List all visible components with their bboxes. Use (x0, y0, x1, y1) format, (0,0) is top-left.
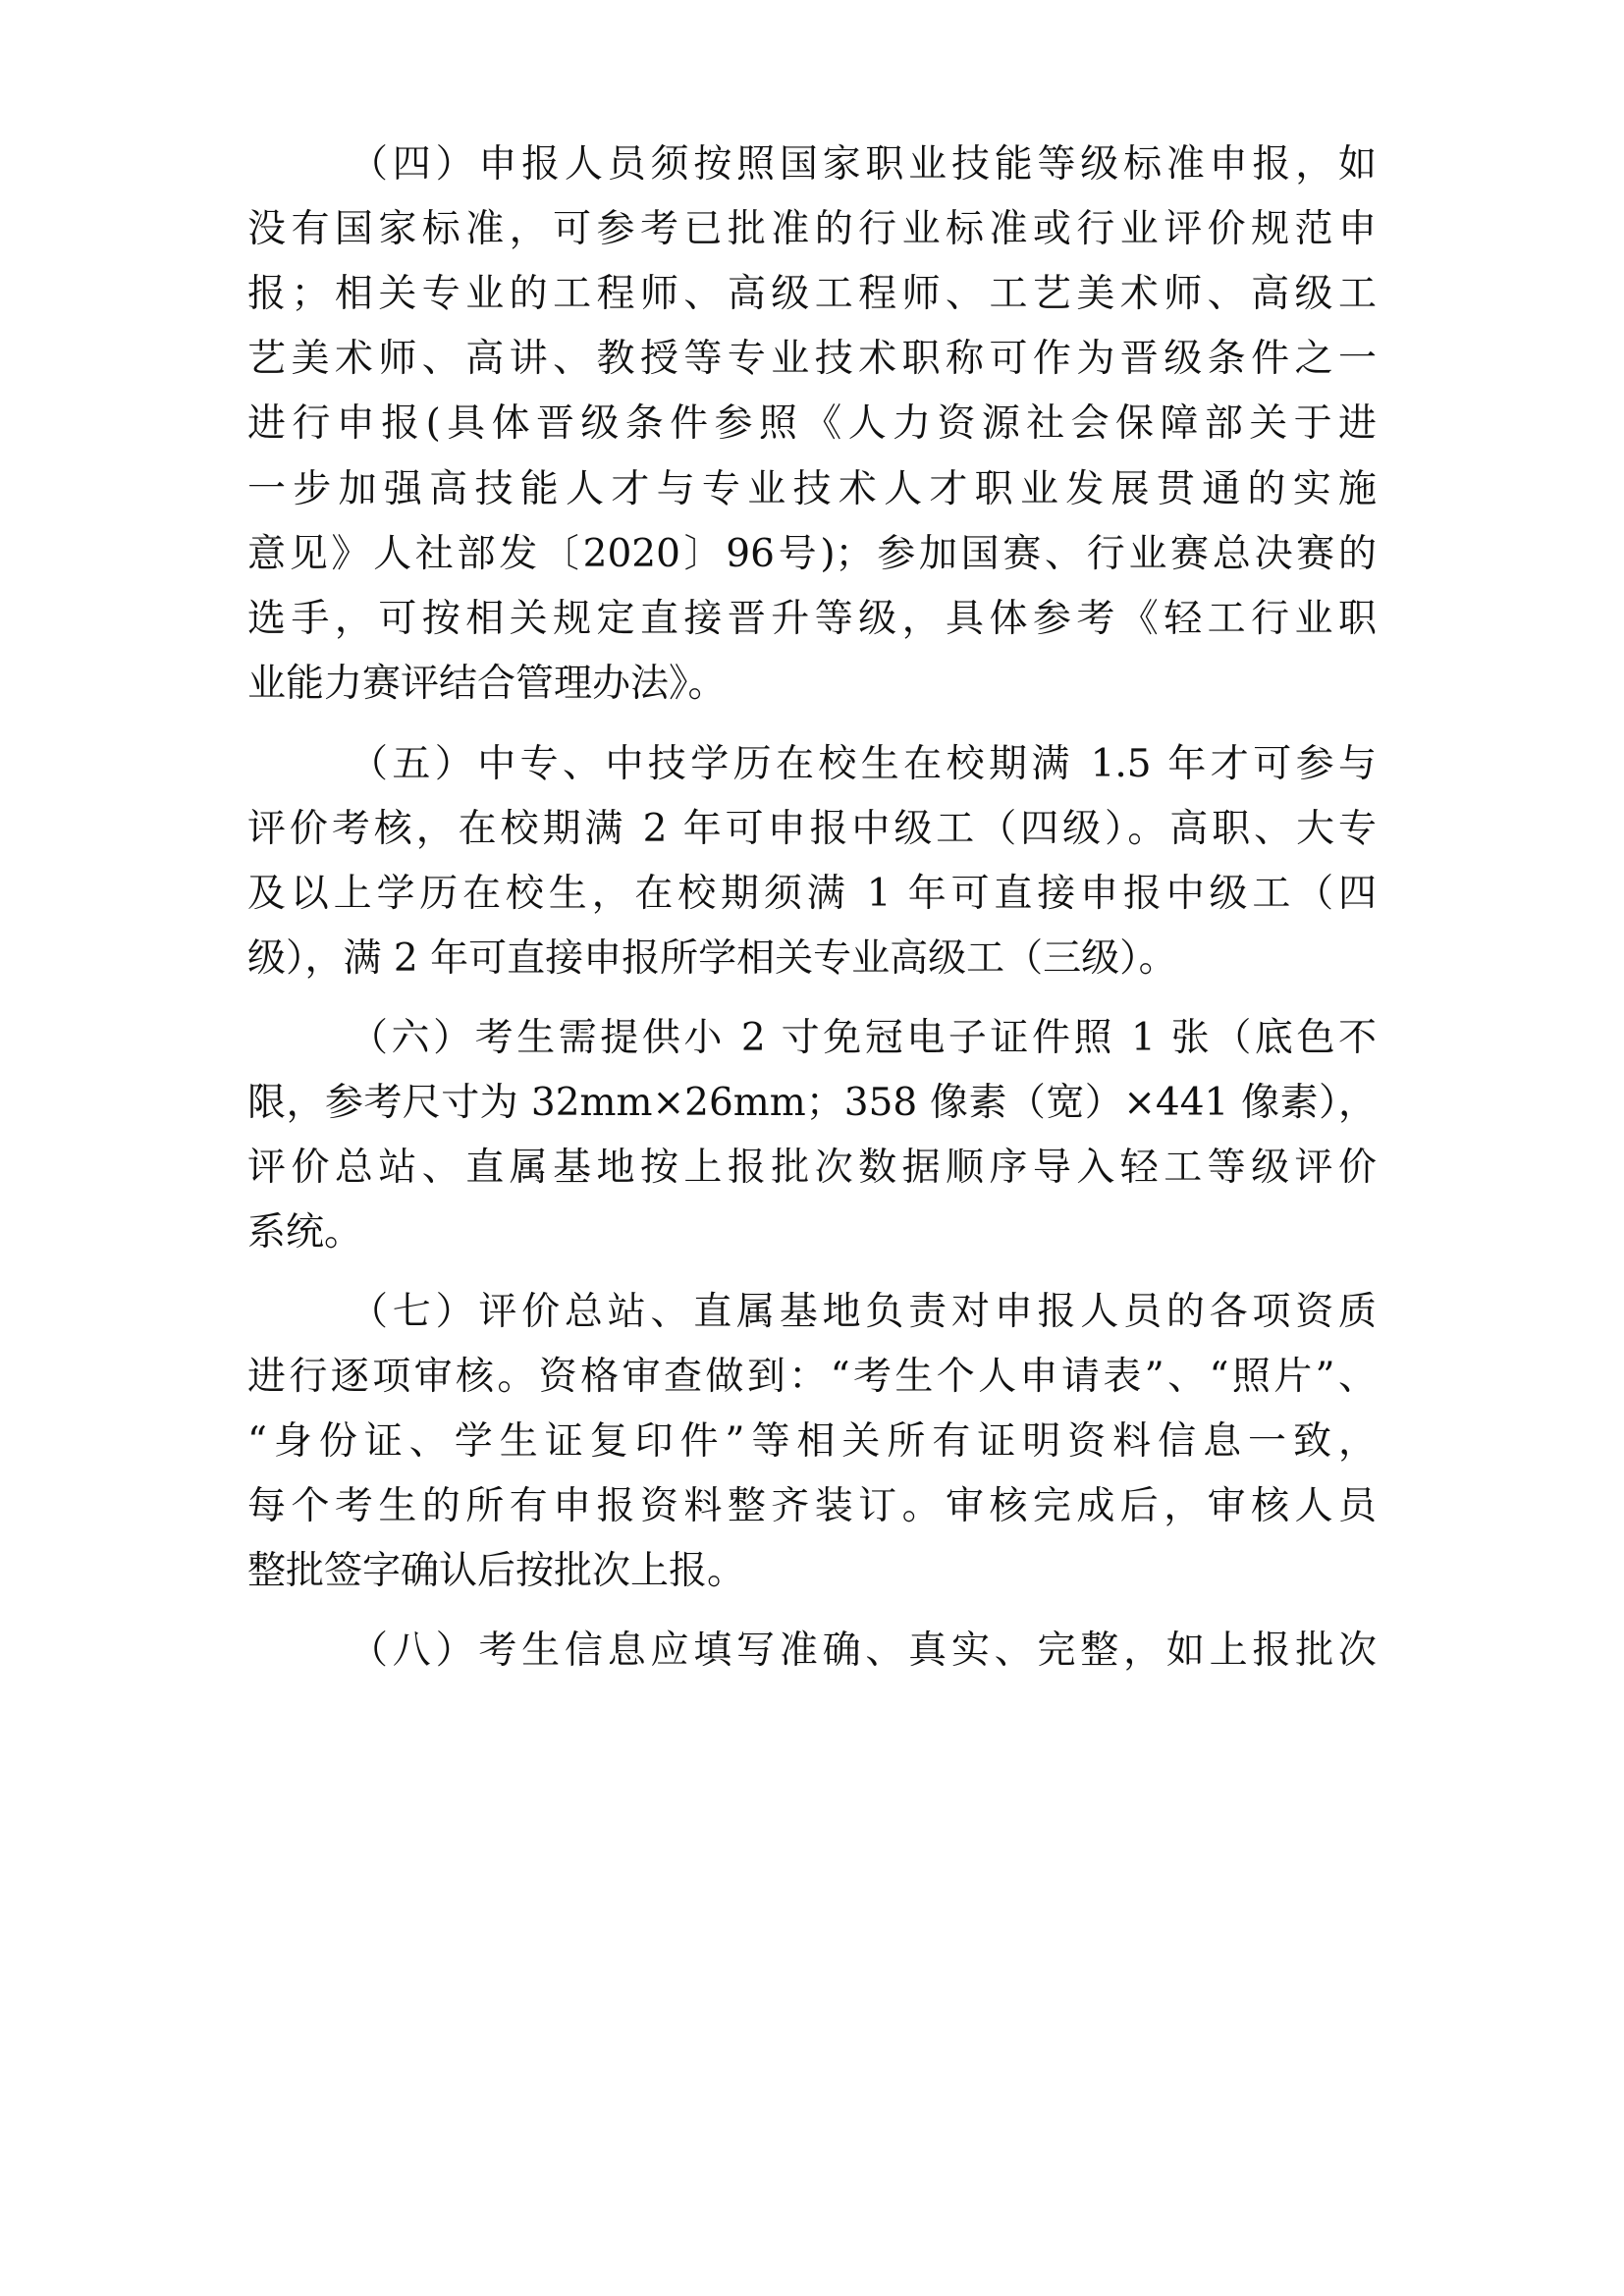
text-line: 整批签字确认后按批次上报。 (247, 1549, 746, 1593)
text-line: （八）考生信息应填写准确、真实、完整，如上报批次 (350, 1629, 1377, 1673)
text-line: （七）评价总站、直属基地负责对申报人员的各项资质 (350, 1290, 1377, 1334)
text-line: 每个考生的所有申报资料整齐装订。审核完成后，审核人员 (247, 1484, 1377, 1528)
text-line: 进行逐项审核。资格审查做到：“考生个人申请表”、“照片”、 (247, 1355, 1377, 1399)
text-line: 评价考核，在校期满 2 年可申报中级工（四级）。高职、大专 (247, 807, 1377, 851)
text-line: 一步加强高技能人才与专业技术人才职业发展贯通的实施 (247, 467, 1377, 511)
text-line: 没有国家标准，可参考已批准的行业标准或行业评价规范申 (247, 207, 1377, 251)
text-line: 系统。 (247, 1210, 363, 1255)
text-line: 业能力赛评结合管理办法》。 (247, 662, 727, 706)
text-line: 及以上学历在校生，在校期须满 1 年可直接申报中级工（四 (247, 872, 1377, 916)
text-line: 选手，可按相关规定直接晋升等级，具体参考《轻工行业职 (247, 597, 1377, 641)
text-line: 评价总站、直属基地按上报批次数据顺序导入轻工等级评价 (247, 1146, 1377, 1190)
text-line: 进行申报(具体晋级条件参照《人力资源社会保障部关于进 (247, 401, 1377, 446)
text-line: 意见》人社部发〔2020〕96号)；参加国赛、行业赛总决赛的 (247, 532, 1377, 576)
text-line: “身份证、学生证复印件”等相关所有证明资料信息一致， (247, 1419, 1377, 1464)
text-line: 报；相关专业的工程师、高级工程师、工艺美术师、高级工 (247, 272, 1377, 316)
text-line: （六）考生需提供小 2 寸免冠电子证件照 1 张（底色不 (350, 1016, 1377, 1060)
text-line: 限，参考尺寸为 32mm×26mm；358 像素（宽）×441 像素）， (247, 1081, 1377, 1125)
text-line: 级），满 2 年可直接申报所学相关专业高级工（三级）。 (247, 936, 1177, 981)
text-line: （四）申报人员须按照国家职业技能等级标准申报，如 (350, 142, 1377, 187)
text-line: 艺美术师、高讲、教授等专业技术职称可作为晋级条件之一 (247, 337, 1377, 381)
text-line: （五）中专、中技学历在校生在校期满 1.5 年才可参与 (350, 742, 1377, 786)
